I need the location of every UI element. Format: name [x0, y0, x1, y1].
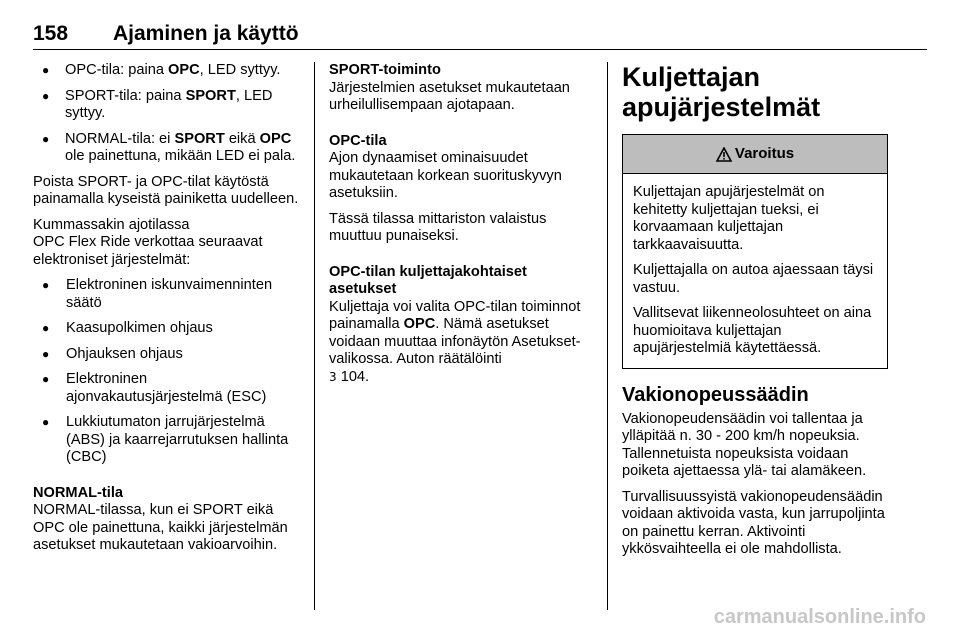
- warning-header: [623, 135, 887, 174]
- opc-heading: OPC-tila: [329, 132, 387, 149]
- page-header: [33, 18, 927, 48]
- paragraph: OPC-tila Ajon dynaamiset ominaisuudet mukautetaan korkean suorituskyvyn asetuksiin.: [329, 133, 595, 203]
- list-item: ● NORMAL-tila: ei SPORT eikä OPC ole painettuna, mikään LED ei pala.: [33, 131, 301, 166]
- warning-icon: [716, 147, 732, 162]
- paragraph: SPORT-toiminto Järjestelmien asetukset mukautetaan urheilullisempaan ajotapaan.: [329, 62, 595, 115]
- list-item: ● Ohjauksen ohjaus: [33, 346, 301, 364]
- list-item: ● Kaasupolkimen ohjaus: [33, 320, 301, 338]
- opc-driver-heading: OPC-tilan kuljettajakohtaiset asetukset: [329, 263, 527, 297]
- paragraph: Kuljettajan apujärjestelmät on kehitetty kuljettajan tueksi, ei korvaamaan kuljettajan tarkkaavaisuutta.: [633, 184, 825, 253]
- cruise-heading: Vakionopeussäädin: [622, 383, 809, 406]
- list-item: ● SPORT-tila: paina SPORT, LED syttyy.: [33, 88, 301, 123]
- page-reference[interactable]: 3 104.: [329, 368, 370, 385]
- drive-mode-list: [33, 62, 301, 166]
- paragraph: Vakionopeudensäädin voi tallentaa ja ylläpitää n. 30 - 200 km/h nopeuksia. Tallennetuista nopeuksista voidaan poiketa ajettaessa ylä- tai alamäkeen.: [622, 410, 867, 479]
- page-number: 158: [33, 22, 69, 45]
- column-divider: [314, 62, 315, 610]
- watermark: carmanualsonline.info: [713, 606, 926, 628]
- section-title: Kuljettajan apujärjestelmät: [622, 62, 821, 122]
- list-item: ● Elektroninen iskunvaimenninten säätö: [33, 277, 301, 312]
- paragraph: Turvallisuussyistä vakionopeudensäädin voidaan aktivoida vasta, kun jarrupoljinta on painettu kerran. Aktivointi ykkösvaihteella ei ole mahdollista.: [622, 488, 885, 557]
- warning-body: [623, 174, 887, 368]
- sport-heading: SPORT-toiminto: [329, 62, 441, 78]
- paragraph: Vallitsevat liikenneolosuhteet on aina huomioitava kuljettajan apujärjestelmiä käytettäessä.: [633, 305, 872, 356]
- list-item: ● OPC-tila: paina OPC, LED syttyy.: [33, 62, 301, 80]
- paragraph: Poista SPORT- ja OPC-tilat käytöstä painamalla kyseistä painiketta uudelleen.: [33, 173, 299, 207]
- page-title: Ajaminen ja käyttö: [113, 22, 299, 45]
- normal-heading: NORMAL-tila: [33, 484, 123, 501]
- paragraph: Tässä tilassa mittariston valaistus muuttuu punaiseksi.: [329, 210, 547, 244]
- warning-label: Varoitus: [734, 145, 795, 163]
- paragraph: NORMAL-tila NORMAL-tilassa, kun ei SPORT eikä OPC ole painettuna, kaikki järjestelmän asetukset mukautetaan vakioarvoihin.: [33, 485, 301, 555]
- list-item: ● Elektroninen ajonvakautusjärjestelmä (ESC): [33, 371, 301, 406]
- reference-arrow-icon: 3: [329, 369, 337, 384]
- paragraph: OPC-tilan kuljettajakohtaiset asetukset Kuljettaja voi valita OPC-tilan toiminnot painamalla OPC. Nämä asetukset voidaan muuttaa infonäytön Asetukset-valikossa. Auton räätälöinti 3 104.: [329, 264, 595, 387]
- header-rule: [33, 49, 927, 50]
- system-list: [33, 277, 301, 467]
- paragraph: Kummassakin ajotilassa OPC Flex Ride verkottaa seuraavat elektroniset järjestelmät:: [33, 216, 263, 268]
- warning-box: [622, 134, 888, 369]
- column-2: [329, 62, 595, 394]
- column-3: [622, 62, 888, 567]
- column-divider: [607, 62, 608, 610]
- column-1: [33, 62, 301, 563]
- paragraph: Kuljettajalla on autoa ajaessaan täysi vastuu.: [633, 262, 874, 296]
- list-item: ● Lukkiutumaton jarrujärjestelmä (ABS) ja kaarrejarrutuksen hallinta (CBC): [33, 414, 301, 467]
